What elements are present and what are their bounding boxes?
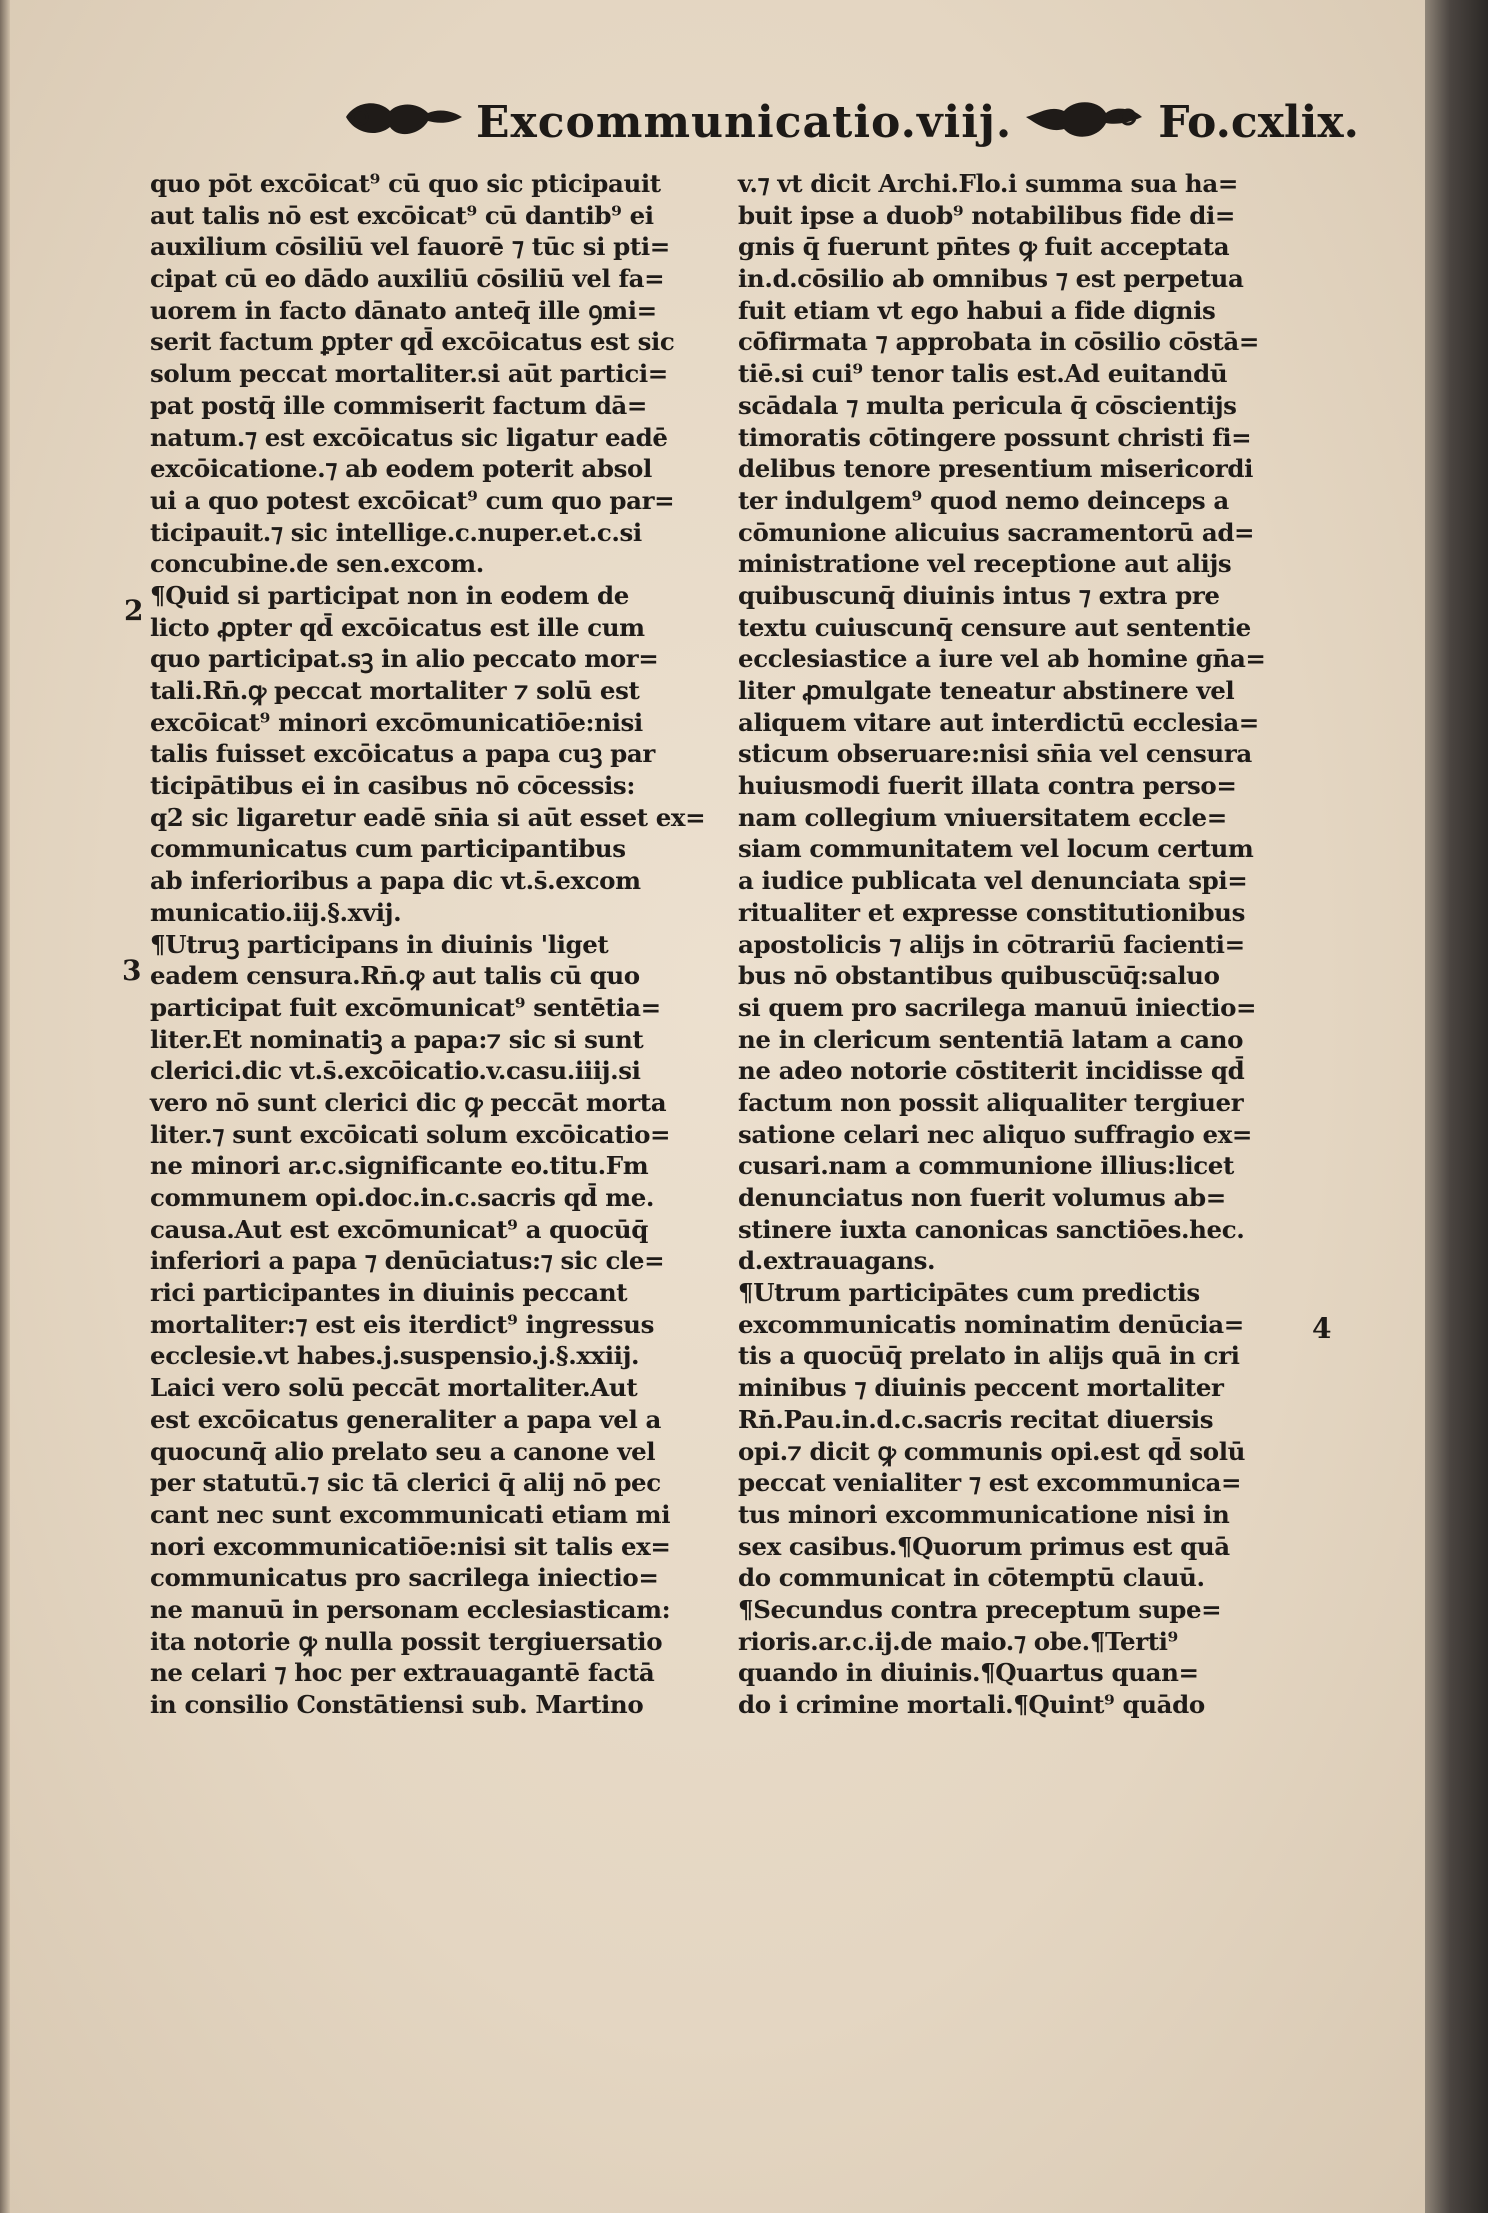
text-line: eadem censura.Rn̄.ꝙ aut talis cū quo [150, 961, 640, 991]
text-line: ne adeo notorie cōstiterit incidisse qd̄ [738, 1056, 1245, 1086]
text-line: cipat cū eo dādo auxiliū cōsiliū vel fa= [150, 264, 665, 294]
text-line: tis a quocūq̄ prelato in alijs quā in cri [738, 1341, 1240, 1371]
text-line: vero nō sunt clerici dic ꝙ peccāt morta [150, 1087, 667, 1117]
text-line: ui a quo potest excōicat⁹ cum quo par= [150, 485, 675, 515]
text-line: excōicat⁹ minori excōmunicatiōe:nisi [150, 707, 643, 737]
text-line: Rn̄.Pau.in.d.c.sacris recitat diuersis [738, 1404, 1214, 1434]
text-line: ticipātibus ei in casibus nō cōcessis: [150, 771, 635, 801]
text-line: textu cuiuscunq̄ censure aut sententie [738, 612, 1251, 642]
text-line: si quem pro sacrilega manuū iniectio= [738, 992, 1257, 1022]
text-line: liter.Et nominatiꝫ a papa:⁊ sic si sunt [150, 1024, 644, 1054]
text-line: ne celari ⁊ hoc per extrauagantē factā [150, 1658, 655, 1688]
right-text-column [738, 168, 1338, 1721]
text-line: clerici.dic vt.s̄.excōicatio.v.casu.iiij.si [150, 1056, 641, 1086]
text-line: auxilium cōsiliū vel fauorē ⁊ tūc si pti= [150, 232, 670, 262]
binding-gutter [0, 0, 10, 2213]
text-line: gnis q̄ fuerunt pn̄tes ꝙ fuit acceptata [738, 232, 1230, 262]
text-line: minibus ⁊ diuinis peccent mortaliter [738, 1373, 1224, 1403]
text-line: ¶Utruꝫ participans in diuinis 'liget [150, 929, 609, 959]
text-line: ne manuū in personam ecclesiasticam: [150, 1594, 671, 1624]
text-line: tiē.si cui⁹ tenor talis est.Ad euitandū [738, 359, 1228, 389]
text-line: causa.Aut est excōmunicat⁹ a quocūq̄ [150, 1214, 648, 1244]
text-line: per statutū.⁊ sic tā clerici q̄ alij nō pec [150, 1468, 661, 1498]
text-line: ministratione vel receptione aut alijs [738, 549, 1232, 579]
text-line: inferiori a papa ⁊ denūciatus:⁊ sic cle= [150, 1246, 665, 1276]
text-line: solum peccat mortaliter.si aūt partici= [150, 359, 668, 389]
margin-number: 3 [122, 954, 142, 987]
text-line: communicatus cum participantibus [150, 834, 626, 864]
left-text-column [150, 168, 730, 1721]
right-fleuron-ornament [1020, 95, 1150, 149]
text-line: serit factum ꝑpter qd̄ excōicatus est sic [150, 327, 675, 357]
text-line: ritualiter et expresse constitutionibus [738, 897, 1245, 927]
folio-number: Fo.cxlix. [1158, 96, 1359, 148]
text-line: concubine.de sen.excom. [150, 549, 484, 579]
text-line: bus nō obstantibus quibuscūq̄:saluo [738, 961, 1220, 991]
text-line: liter ꝓmulgate teneatur abstinere vel [738, 676, 1235, 705]
text-line: delibus tenore presentium misericordi [738, 454, 1254, 484]
text-line: pat postq̄ ille commiserit factum dā= [150, 390, 648, 420]
margin-number: 2 [124, 594, 144, 627]
text-line: liter.⁊ sunt excōicati solum excōicatio= [150, 1119, 671, 1149]
text-line: quando in diuinis.¶Quartus quan= [738, 1658, 1199, 1688]
text-line: municatio.iij.§.xvij. [150, 897, 402, 927]
text-line: in consilio Constātiensi sub. Martino [150, 1690, 644, 1719]
text-line: ab inferioribus a papa dic vt.s̄.excom [150, 866, 641, 896]
text-line: ter indulgem⁹ quod nemo deinceps a [738, 485, 1229, 515]
text-line: rioris.ar.c.ij.de maio.⁊ obe.¶Terti⁹ [738, 1626, 1178, 1656]
text-line: est excōicatus generaliter a papa vel a [150, 1404, 661, 1434]
text-line: tali.Rn̄.ꝙ peccat mortaliter ⁊ solū est [150, 676, 640, 705]
text-line: ¶Secundus contra preceptum supe= [738, 1594, 1222, 1624]
text-line: rici participantes in diuinis peccant [150, 1278, 628, 1308]
text-line: mortaliter:⁊ est eis iterdict⁹ ingressus [150, 1309, 654, 1339]
text-line: siam communitatem vel locum certum [738, 834, 1254, 864]
text-line: excommunicatis nominatim denūcia= [738, 1309, 1244, 1339]
text-line: ecclesie.vt habes.j.suspensio.j.§.xxiij. [150, 1341, 640, 1371]
text-line: do communicat in cōtemptū clauū. [738, 1563, 1205, 1593]
text-line: quibuscunq̄ diuinis intus ⁊ extra pre [738, 580, 1220, 610]
text-line: ticipauit.⁊ sic intellige.c.nuper.et.c.si [150, 517, 642, 547]
text-line: communicatus pro sacrilega iniectio= [150, 1563, 659, 1593]
book-fore-edge [1425, 0, 1488, 2213]
text-line: quo pōt excōicat⁹ cū quo sic pticipauit [150, 169, 661, 198]
text-line: cant nec sunt excommunicati etiam mi [150, 1499, 671, 1529]
text-line: v.⁊ vt dicit Archi.Flo.i summa sua ha= [738, 169, 1238, 198]
text-line: tus minori excommunicatione nisi in [738, 1499, 1230, 1529]
text-line: ne in clericum sententiā latam a cano [738, 1024, 1244, 1054]
text-line: cōfirmata ⁊ approbata in cōsilio cōstā= [738, 327, 1260, 357]
text-line: talis fuisset excōicatus a papa cuꝫ par [150, 739, 655, 769]
text-line: scādala ⁊ multa pericula q̄ cōscientijs [738, 390, 1237, 420]
text-line: q2 sic ligaretur eadē sn̄ia si aūt esset ex= [150, 802, 706, 832]
text-line: excōicatione.⁊ ab eodem poterit absol [150, 454, 652, 484]
text-line: nori excommunicatiōe:nisi sit talis ex= [150, 1531, 671, 1561]
text-line: ecclesiastice a iure vel ab homine gn̄a= [738, 644, 1266, 674]
running-header [330, 82, 1359, 162]
text-line: licto ꝓpter qd̄ excōicatus est ille cum [150, 612, 645, 642]
text-line: ita notorie ꝙ nulla possit tergiuersatio [150, 1626, 663, 1656]
text-line: do i crimine mortali.¶Quint⁹ quādo [738, 1690, 1205, 1719]
text-line: opi.⁊ dicit ꝙ communis opi.est qd̄ solū [738, 1436, 1246, 1466]
text-line: sex casibus.¶Quorum primus est quā [738, 1531, 1230, 1561]
text-line: d.extrauagans. [738, 1246, 936, 1276]
text-line: sticum obseruare:nisi sn̄ia vel censura [738, 739, 1252, 769]
text-line: stinere iuxta canonicas sanctiōes.hec. [738, 1214, 1245, 1244]
text-line: Laici vero solū peccāt mortaliter.Aut [150, 1373, 638, 1403]
text-line: aut talis nō est excōicat⁹ cū dantib⁹ ei [150, 200, 654, 230]
text-line: huiusmodi fuerit illata contra perso= [738, 771, 1237, 801]
left-fleuron-ornament [338, 95, 468, 149]
text-line: nam collegium vniuersitatem eccle= [738, 802, 1227, 832]
text-line: quo participat.sꝫ in alio peccato mor= [150, 644, 659, 674]
text-line: ¶Quid si participat non in eodem de [150, 580, 629, 610]
text-line: cōmunione alicuius sacramentorū ad= [738, 517, 1255, 547]
text-line: in.d.cōsilio ab omnibus ⁊ est perpetua [738, 264, 1244, 294]
running-title: Excommunicatio.viij. [476, 96, 1013, 148]
text-line: peccat venialiter ⁊ est excommunica= [738, 1468, 1242, 1498]
text-line: uorem in facto dānato anteq̄ ille ꝯmi= [150, 295, 657, 325]
text-line: natum.⁊ est excōicatus sic ligatur eadē [150, 422, 668, 452]
text-line: participat fuit excōmunicat⁹ sentētia= [150, 992, 661, 1022]
text-line: a iudice publicata vel denunciata spi= [738, 866, 1248, 896]
text-line: buit ipse a duob⁹ notabilibus fide di= [738, 200, 1236, 230]
text-line: fuit etiam vt ego habui a fide dignis [738, 295, 1216, 325]
text-line: apostolicis ⁊ alijs in cōtrariū facienti= [738, 929, 1245, 959]
text-line: satione celari nec aliquo suffragio ex= [738, 1119, 1253, 1149]
text-line: denunciatus non fuerit volumus ab= [738, 1183, 1226, 1212]
margin-number: 4 [1312, 1312, 1332, 1345]
text-line: ¶Utrum participātes cum predictis [738, 1278, 1200, 1308]
text-line: timoratis cōtingere possunt christi fi= [738, 422, 1252, 452]
text-line: cusari.nam a communione illius:licet [738, 1151, 1234, 1181]
text-line: factum non possit aliqualiter tergiuer [738, 1087, 1244, 1117]
text-line: communem opi.doc.in.c.sacris qd̄ me. [150, 1183, 655, 1212]
text-line: aliquem vitare aut interdictū ecclesia= [738, 707, 1259, 737]
text-line: ne minori ar.c.significante eo.titu.Fm [150, 1151, 649, 1181]
text-line: quocunq̄ alio prelato seu a canone vel [150, 1436, 656, 1466]
